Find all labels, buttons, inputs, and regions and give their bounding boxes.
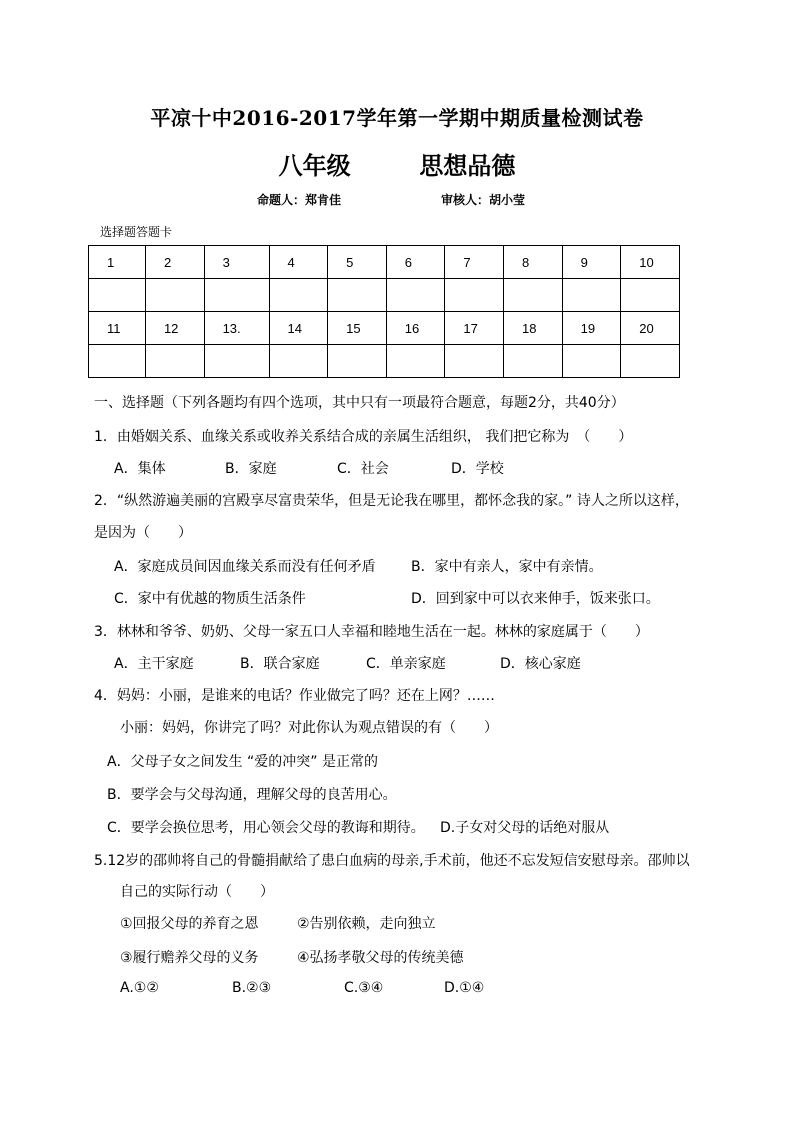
question-5-stem-cont: 自己的实际行动（ ）	[120, 884, 274, 900]
answer-cell[interactable]	[145, 279, 204, 312]
answer-cell[interactable]	[328, 345, 387, 378]
q3-option-b: B．联合家庭	[240, 656, 320, 672]
answer-cell[interactable]	[621, 279, 680, 312]
answer-card-number: 5	[328, 246, 387, 279]
answer-cell[interactable]	[562, 279, 621, 312]
author-label: 命题人：郑肯佳	[257, 193, 342, 207]
q5-option-a: A.①②	[120, 980, 159, 996]
q5-item-2: ②告别依赖，走向独立	[297, 916, 436, 932]
q2-option-a: A．家庭成员间因血缘关系而没有任何矛盾	[114, 559, 376, 575]
question-2-stem-cont: 是因为（ ）	[94, 525, 192, 541]
answer-cell[interactable]	[562, 345, 621, 378]
answer-cell[interactable]	[504, 279, 563, 312]
q2-option-d: D．回到家中可以衣来伸手，饭来张口。	[411, 591, 660, 607]
answer-card-blank-row	[89, 345, 680, 378]
q3-option-a: A．主干家庭	[114, 656, 194, 672]
answer-cell[interactable]	[145, 345, 204, 378]
answer-card-number-row	[89, 312, 680, 345]
answer-card-number: 12	[145, 312, 204, 345]
answer-cell[interactable]	[269, 279, 328, 312]
answer-card-number: 7	[445, 246, 504, 279]
q2-option-b: B．家中有亲人，家中有亲情。	[411, 559, 603, 575]
answer-card-number: 11	[89, 312, 146, 345]
answer-cell[interactable]	[328, 279, 387, 312]
question-4-stem: 4．妈妈：小丽，是谁来的电话？作业做完了吗？还在上网？……	[94, 688, 495, 704]
exam-title: 平凉十中2016-2017学年第一学期中期质量检测试卷	[150, 106, 644, 130]
q5-option-c: C.③④	[344, 980, 384, 996]
answer-card-number: 3	[204, 246, 269, 279]
section-heading: 一、选择题（下列各题均有四个选项，其中只有一项最符合题意，每题2分，共40分）	[94, 395, 625, 411]
answer-card-number: 4	[269, 246, 328, 279]
q5-option-d: D.①④	[444, 980, 485, 996]
q3-option-c: C．单亲家庭	[366, 656, 446, 672]
q1-option-d: D．学校	[451, 461, 504, 477]
answer-cell[interactable]	[504, 345, 563, 378]
reviewer-label: 审核人：胡小莹	[441, 193, 526, 207]
subject-label: 思想品德	[419, 151, 516, 180]
q5-item-3: ③履行赡养父母的义务	[120, 950, 259, 966]
answer-card-table	[88, 245, 680, 378]
q1-option-b: B．家庭	[225, 461, 277, 477]
q5-item-4: ④弘扬孝敬父母的传统美德	[297, 950, 464, 966]
q4-option-b: B．要学会与父母沟通，理解父母的良苦用心。	[107, 787, 397, 803]
question-5-stem: 5.12岁的邵帅将自己的骨髓捐献给了患白血病的母亲,手术前，他还不忘发短信安慰母亲。邵帅以	[94, 853, 690, 869]
grade-label: 八年级	[278, 151, 351, 180]
q4-option-a: A．父母子女之间发生 “爱的冲突” 是正常的	[107, 754, 378, 770]
answer-cell[interactable]	[386, 345, 445, 378]
answer-card-number: 14	[269, 312, 328, 345]
answer-cell[interactable]	[204, 345, 269, 378]
q1-option-c: C．社会	[337, 461, 389, 477]
answer-card-number: 6	[386, 246, 445, 279]
q2-option-c: C．家中有优越的物质生活条件	[114, 591, 306, 607]
answer-cell[interactable]	[204, 279, 269, 312]
q1-option-a: A．集体	[114, 461, 166, 477]
answer-card-number: 20	[621, 312, 680, 345]
question-3-stem: 3．林林和爷爷、奶奶、父母一家五口人幸福和睦地生活在一起。林林的家庭属于（ ）	[94, 624, 649, 640]
answer-cell[interactable]	[621, 345, 680, 378]
answer-card-number: 9	[562, 246, 621, 279]
answer-card-label: 选择题答题卡	[100, 225, 173, 239]
answer-card-number: 18	[504, 312, 563, 345]
answer-cell[interactable]	[269, 345, 328, 378]
answer-cell[interactable]	[445, 345, 504, 378]
answer-card-blank-row	[89, 279, 680, 312]
question-1-stem: 1．由婚姻关系、血缘关系或收养关系结合成的亲属生活组织， 我们把它称为 （ ）	[94, 429, 633, 445]
q4-option-c: C．要学会换位思考，用心领会父母的教诲和期待。	[107, 820, 425, 836]
answer-card-number: 1	[89, 246, 146, 279]
answer-cell[interactable]	[445, 279, 504, 312]
answer-card-number: 15	[328, 312, 387, 345]
q5-item-1: ①回报父母的养育之恩	[120, 916, 259, 932]
answer-cell[interactable]	[89, 345, 146, 378]
answer-cell[interactable]	[89, 279, 146, 312]
answer-card-number: 8	[504, 246, 563, 279]
answer-cell[interactable]	[386, 279, 445, 312]
answer-card-number: 17	[445, 312, 504, 345]
question-2-stem: 2．“纵然游遍美丽的宫殿享尽富贵荣华，但是无论我在哪里，都怀念我的家。” 诗人之所以这样，	[94, 493, 689, 509]
question-4-stem-cont: 小丽：妈妈，你讲完了吗？对此你认为观点错误的有（ ）	[120, 720, 498, 736]
answer-card-number: 2	[145, 246, 204, 279]
exam-subtitle	[0, 146, 794, 181]
q4-option-d: D.子女对父母的话绝对服从	[440, 820, 610, 836]
answer-card-number: 10	[621, 246, 680, 279]
answer-card-number-row	[89, 246, 680, 279]
q3-option-d: D．核心家庭	[500, 656, 581, 672]
q5-option-b: B.②③	[232, 980, 272, 996]
answer-card-number: 16	[386, 312, 445, 345]
answer-card-number: 19	[562, 312, 621, 345]
answer-card-number: 13.	[204, 312, 269, 345]
